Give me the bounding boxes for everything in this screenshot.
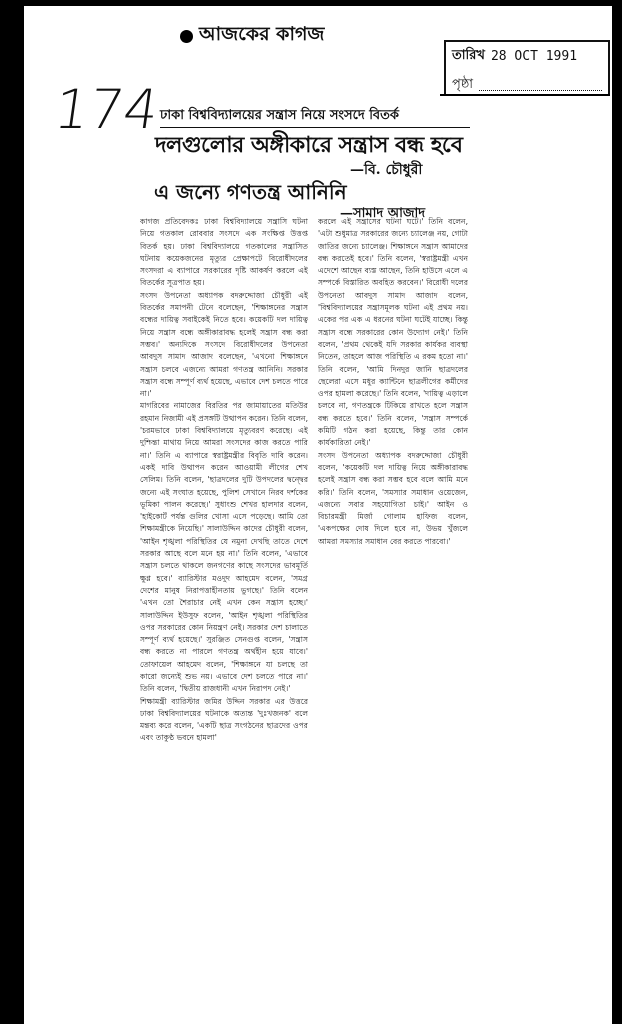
stamp-page-line [479,80,602,91]
article-paragraph: শিক্ষামন্ত্রী ব্যারিস্টার জমির উদ্দিন সরকার এর উত্তরে ঢাকা বিশ্ববিদ্যালয়ের ঘটনাকে অত্যন্ত 'দুঃখজনক' বলে মন্তব্য করে বলেন, 'একটি ছাত্র সংগঠনের ছাত্রদের ওপর এবং তাকুণ্ঠ ভবনে হামলা' [140,696,308,743]
article-column-left [140,216,308,846]
stamp-label: তারিখ [452,48,485,63]
date-stamp [444,40,610,96]
article-paragraph: সংসদ উপনেতা অধ্যাপক বদরুদ্দোজা চৌধুরী বলেন, 'কয়েকটি দল দায়িত্ব নিয়ে অঙ্গীকারাবদ্ধ হলেই সন্ত্রাস বন্ধ করা সম্ভব হবে বলে আমি মনে করি।' তিনি বলেন, 'সমস্যার সমাধান ওয়েজেন, এজন্যে সবার সহযোগিতা চাই।' আইন ও বিচারমন্ত্রী মির্জা গোলাম হাফিজ বলেন, 'একপক্ষের দোষ দিলে হবে না, উভয় খুঁজলে আমরা সমস্যার সমাধান বের করতে পারবো।' [318,450,468,546]
article-headline: দলগুলোর অঙ্গীকারে সন্ত্রাস বন্ধ হবে [155,132,463,158]
stamp-date: 28 OCT 1991 [490,49,578,64]
scan-left-border [0,0,24,1024]
newspaper-masthead [180,20,340,52]
news-clipping [140,106,470,846]
masthead-title: আজকের কাগজ [199,23,325,45]
article-paragraph: মাগরিবের নামাজের বিরতির পর জামায়াতের মতিউর রহমান নিজামী এই প্রসঙ্গটি উত্থাপন করেন। তিনি বলেন, 'চরমভাবে ঢাকা বিশ্ববিদ্যালয়ে মৃত্যুবরণ করেছে। এই দুশ্চিন্তা মাথায় নিয়ে আমরা সংসদের কাজ করতে পারি না।' তিনি এ ব্যাপারে স্বরাষ্ট্রমন্ত্রীর বিবৃতি দাবি করেন। একই দাবি উত্থাপন করেন আওয়ামী লীগের শেখ সেলিম। তিনি বলেন, 'ছাত্রদলের দুটি উপদলের দ্বন্দ্বের জন্যে এই সংঘাত হয়েছে, পুলিশ সেখানে নিরব দর্শকের ভূমিকা পালন করেছে।' সুধাংশু শেখর হালদার বলেন, 'হাইকোর্ট পর্যন্ত গুলির খোসা এসে পড়েছে। আমি তো শিক্ষামন্ত্রীকে নিয়েছি।' সালাউদ্দিন কাদের চৌধুরী বলেন, 'আইন শৃঙ্খলা পরিস্থিতির যে নমুনা দেখছি তাতে দেশে সরকার আছে বলে মনে হয় না।' তিনি বলেন, 'এভাবে সন্ত্রাস চলতে থাকলে জনগণের কাছে সংসদের ভাবমূর্তি ক্ষুণ্ণ হবে।' ব্যারিস্টার মওদুদ আহমেদ বলেন, 'সমগ্র দেশের মানুষ নিরাপত্তাহীনতায় ভুগছে।' তিনি বলেন 'এখন তো শৈরাচার নেই এখন কেন সন্ত্রাস হচ্ছে।' সালাউদ্দিন ইউসুফ বলেন, 'আইন শৃঙ্খলা পরিস্থিতির ওপর সরকারের কোন নিয়ন্ত্রণ নেই। সরকার দেশ চালাতে সম্পূর্ণ ব্যর্থ হয়েছে।' সুরঞ্জিত সেনগুপ্ত বলেন, 'সন্ত্রাস বন্ধ করতে না পারলে গণতন্ত্র অর্থহীন হয়ে যাবে।' তোফায়েল আহমেদ বলেন, 'শিক্ষাঙ্গনে যা চলছে তা কারো জন্যেই শুভ নয়। এভাবে দেশ চলতে পারে না।' তিনি বলেন, 'দ্বিতীয় রাজধানী এখন নিরাপদ নেই।' [140,401,308,694]
bullet-icon [180,30,193,43]
stamp-underline [440,94,610,96]
stamp-page-label: পৃষ্ঠা [452,77,474,92]
article-byline-1: —বি. চৌধুরী [350,162,423,178]
handwritten-number: 174 [50,78,163,141]
article-byline-2: —সামাদ আজাদ [340,206,426,221]
article-paragraph: সংসদ উপনেতা অধ্যাপক বদরুদ্দোজা চৌধুরী এই বিতর্কের সমাপনী টেনে বলেছেন, 'শিক্ষাঙ্গনের সন্ত্রাস বন্ধের দায়িত্ব সবাইকেই নিতে হবে। কয়েকটি দল দায়িত্ব নিয়ে সন্ত্রাস বন্ধে অঙ্গীকারাবদ্ধ হলেই সন্ত্রাস বন্ধ করা সম্ভব।' অন্যদিকে সংসদে বিরোধীদলের উপনেতা আবদুস সামাদ আজাদ বলেছেন, 'এখনো শিক্ষাঙ্গনে সন্ত্রাস চলবে এজন্যে আমরা গণতন্ত্র আনিনি। সরকার সন্ত্রাস বন্ধে সম্পূর্ণ ব্যর্থ হয়েছে, এভাবে দেশ চলতে পারে না।' [140,290,308,399]
article-kicker: ঢাকা বিশ্ববিদ্যালয়ের সন্ত্রাস নিয়ে সংসদে বিতর্ক [160,106,470,128]
article-paragraph: করলে এই সন্ত্রাসের ঘটনা ঘটে।' তিনি বলেন, 'এটা শুধুমাত্র সরকারের জন্যে চ্যালেঞ্জ নয়, গোটা জাতির জন্যে চ্যালেঞ্জ। শিক্ষাঙ্গনে সন্ত্রাস আমাদের বন্ধ করতেই হবে।' তিনি বলেন, 'স্বরাষ্ট্রমন্ত্রী এখন এদেশে আছেন ব্যস্ত আছেন, তিনি হাউসে এলে এ সম্পর্কে বিস্তারিত অবহিত করবেন।' বিরোধী দলের উপনেতা আবদুস সামাদ আজাদ বলেন, 'বিশ্ববিদ্যালয়ের সন্ত্রাসমূলক ঘটনা এই প্রথম নয়। একের পর এক এ ধরনের ঘটনা ঘটেই যাচ্ছে। কিন্তু সন্ত্রাস বন্ধে সরকারের কোন উদ্যোগ নেই।' তিনি বলেন, 'প্রথম থেকেই যদি সরকার কার্যকর ব্যবস্থা নিতেন, তাহলে আজ পরিস্থিতি এ রকম হতো না।' তিনি বলেন, 'আমি দিনদুর জানি ছাত্রদলের ছেলেরা এসে মধুর ক্যান্টিনে ছাত্রলীগের কর্মীদের ওপর হামলা করেছে।' তিনি বলেন, 'দায়িত্ব এড়ালে চলবে না, গণতন্ত্রকে টিকিয়ে রাখতে হলে সন্ত্রাস বন্ধ করতে হবে।' তিনি বলেন, 'সন্ত্রাস সম্পর্কে কমিটি গঠন করা হয়েছে, কিন্তু তার কোন কার্যকারিতা নেই।' [318,217,468,448]
scan-right-border [612,0,622,1024]
article-column-right [318,216,468,656]
scan-top-border [0,0,622,6]
article-subheadline: এ জন্যে গণতন্ত্র আনিনি [154,180,347,204]
article-paragraph: কাগজ প্রতিবেদকঃ ঢাকা বিশ্ববিদ্যালয়ে সন্ত্রাসি ঘটনা নিয়ে গতকাল রোববার সংসদে এক সংক্ষিপ্ত উত্তপ্ত বিতর্ক হয়। ঢাকা বিশ্ববিদ্যালয়ে গতকালের সন্ত্রাসিত ঘটনায় কয়েকজনের মৃত্যুর প্রেক্ষাপটে বিরোধীদলের সংসদরা এ ব্যাপারে সরকারের দৃষ্টি আকর্ষণ করলে এই বিতর্কের সূত্রপাত হয়। [140,217,308,288]
